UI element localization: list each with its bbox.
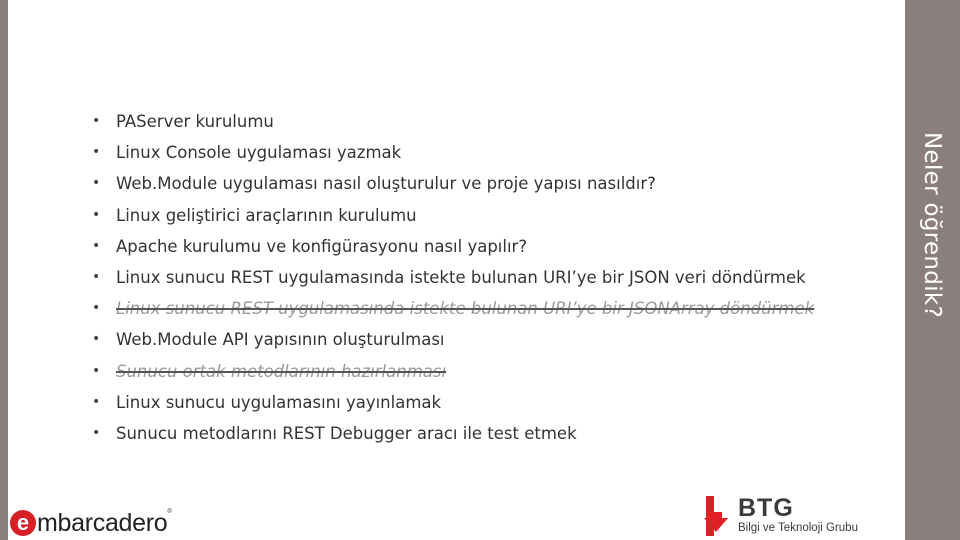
list-item [92, 293, 814, 324]
bullet-icon: • [92, 268, 101, 285]
side-title: Neler öğrendik? [919, 131, 945, 319]
trademark-symbol: ® [167, 508, 172, 515]
topic-list [92, 106, 814, 449]
btg-logo [700, 492, 900, 538]
list-item-text: Linux sunucu uygulamasını yayınlamak [116, 392, 442, 412]
bullet-icon: • [92, 237, 101, 254]
list-item [92, 200, 814, 231]
embarcadero-logo [10, 508, 172, 538]
bullet-icon: • [92, 113, 101, 129]
list-item-text: Linux sunucu REST uygulamasında istekte bulunan URI’ye bir JSONArray döndürmek [116, 299, 815, 319]
bullet-icon: • [92, 144, 101, 161]
list-item-text: Linux sunucu REST uygulamasında istekte bulunan URI’ye bir JSON veri döndürmek [116, 267, 806, 287]
list-item-text: PAServer kurulumu [116, 112, 274, 131]
list-item [92, 387, 814, 418]
embarcadero-e-mark: e [10, 510, 36, 536]
btg-name: BTG [738, 494, 794, 522]
list-item [92, 324, 814, 355]
list-item [92, 262, 814, 293]
list-item-text: Linux Console uygulaması yazmak [116, 143, 402, 163]
left-accent-bar [0, 0, 8, 540]
bullet-icon: • [92, 331, 101, 348]
bullet-icon: • [92, 206, 101, 223]
bullet-icon: • [92, 393, 101, 410]
list-item [92, 168, 814, 199]
btg-subtitle: Bilgi ve Teknoloji Grubu [738, 522, 858, 534]
list-item-text: Sunucu ortak metodlarının hazırlanması [116, 361, 447, 381]
bullet-icon: • [92, 175, 101, 192]
bullet-icon: • [92, 424, 101, 441]
list-item-text: Sunucu metodlarını REST Debugger aracı ile test etmek [116, 423, 577, 443]
list-item-text: Web.Module uygulaması nasıl oluşturulur ve proje yapısı nasıldır? [116, 174, 656, 194]
embarcadero-wordmark: mbarcadero® [37, 508, 172, 537]
list-item-text: Apache kurulumu ve konfigürasyonu nasıl yapılır? [116, 236, 528, 256]
list-item [92, 231, 814, 262]
list-item-text: Linux geliştirici araçlarının kurulumu [116, 205, 417, 225]
list-item [92, 356, 814, 387]
list-item [92, 106, 814, 137]
list-item [92, 418, 814, 449]
btg-lightning-icon [700, 492, 732, 538]
bullet-icon: • [92, 300, 101, 317]
list-item-text: Web.Module API yapısının oluşturulması [116, 330, 445, 350]
bullet-icon: • [92, 362, 101, 379]
list-item [92, 137, 814, 168]
